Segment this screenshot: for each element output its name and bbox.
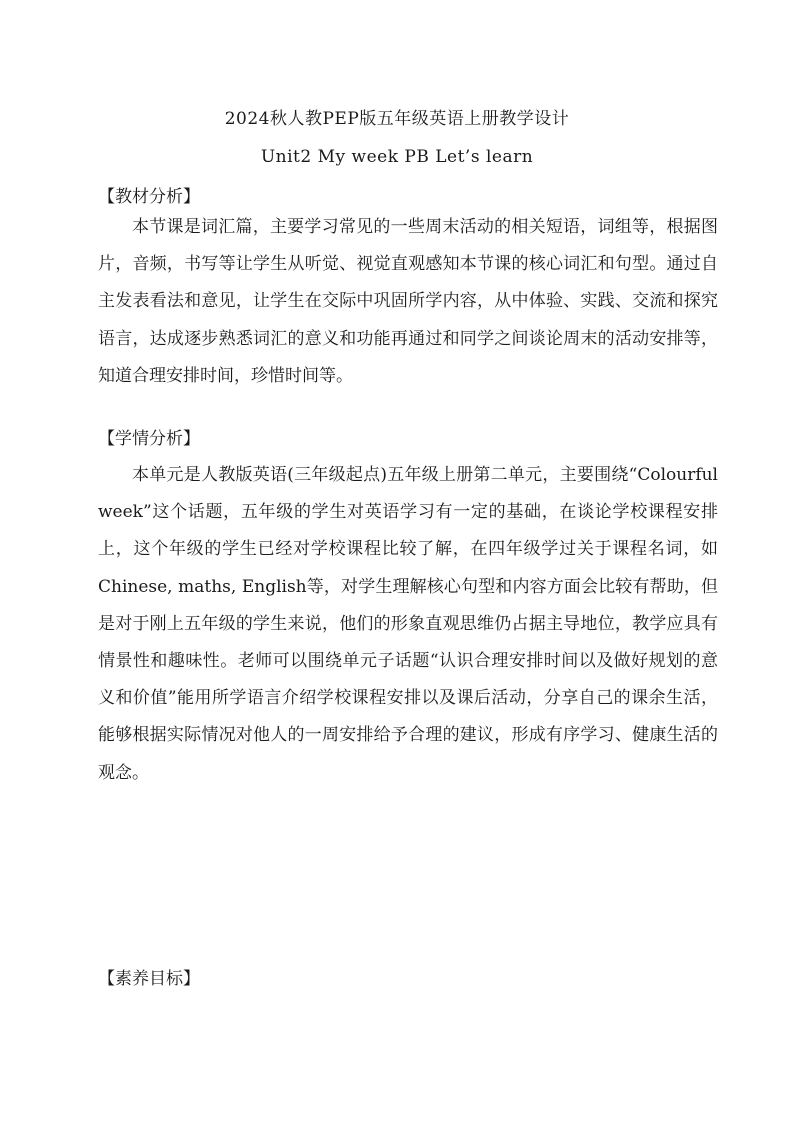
document-title: 2024秋人教PEP版五年级英语上册教学设计 bbox=[224, 109, 570, 129]
section-heading-textbook-analysis: 【教材分析】 bbox=[98, 187, 200, 207]
section-paragraph-textbook-analysis: 本节课是词汇篇，主要学习常见的一些周末活动的相关短语，词组等，根据图片，音频，书写等让学生从听觉、视觉直观感知本节课的核心词汇和句型。通过自主发表看法和意见，让学生在交际中巩固所学内容，从中体验、实践、交流和探究语言，达成逐步熟悉词汇的意义和功能再通过和同学之间谈论周末的活动安排等，知道合理安排时间，珍惜时间等。 bbox=[98, 217, 718, 386]
document-subtitle: Unit2 My week PB Let’s learn bbox=[260, 147, 534, 167]
section-paragraph-student-analysis: 本单元是人教版英语(三年级起点)五年级上册第二单元，主要围绕“Colourful week”这个话题，五年级的学生对英语学习有一定的基础，在谈论学校课程安排上，这个年级的学生已经对学校课程比较了解，在四年级学过关于课程名词，如Chinese, maths, English等，对学生理解核心句型和内容方面会比较有帮助，但是对于刚上五年级的学生来说，他们的形象直观思维仍占据主导地位，教学应具有情景性和趣味性。老师可以围绕单元子话题“认识合理安排时间以及做好规划的意义和价值”能用所学语言介绍学校课程安排以及课后活动，分享自己的课余生活，能够根据实际情况对他人的一周安排给予合理的建议，形成有序学习、健康生活的观念。 bbox=[98, 465, 718, 783]
section-heading-literacy-goals: 【素养目标】 bbox=[98, 969, 200, 989]
section-heading-student-analysis: 【学情分析】 bbox=[98, 429, 200, 449]
